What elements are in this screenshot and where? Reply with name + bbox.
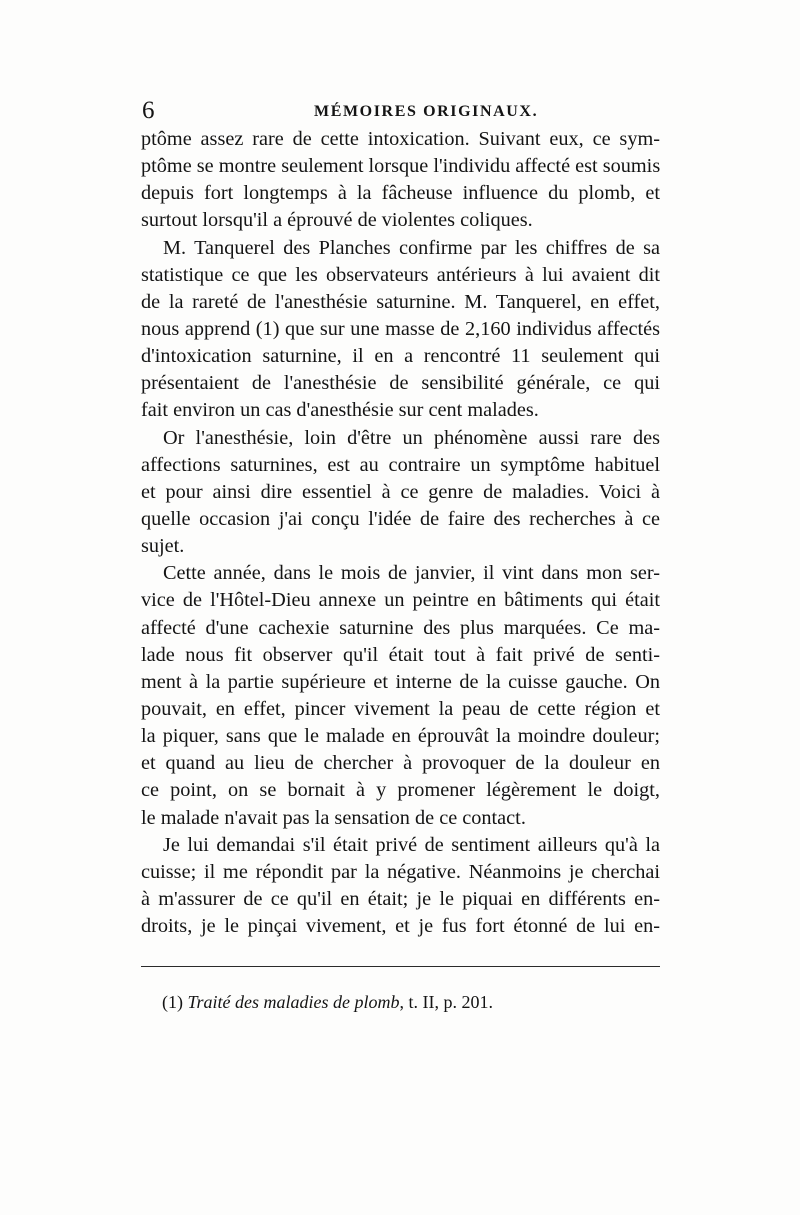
footnote-marker: (1) [162,992,183,1012]
text-line: fait environ un cas d'anesthésie sur cent malades. [141,399,539,422]
text-line: à m'assurer de ce qu'il en était; je le piquai en différents en- [141,887,660,910]
text-line: et pour ainsi dire essentiel à ce genre de maladies. Voici à [141,480,660,503]
text-line: Je lui demandai s'il était privé de sentiment ailleurs qu'à la [163,833,660,856]
text-line: la piquer, sans que le malade en éprouvât la moindre douleur; [141,725,660,748]
text-line: depuis fort longtemps à la fâcheuse influence du plomb, et [141,182,660,205]
text-line: surtout lorsqu'il a éprouvé de violentes coliques. [141,209,533,232]
text-line: Cette année, dans le mois de janvier, il vint dans mon ser- [163,562,660,585]
text-line: d'intoxication saturnine, il en a rencontré 11 seulement qui [141,345,660,368]
text-line: cuisse; il me répondit par la négative. Néanmoins je cherchai [141,860,660,883]
text-line: ment à la partie supérieure et interne de la cuisse gauche. On [141,670,660,693]
text-line: pouvait, en effet, pincer vivement la peau de cette région et [141,697,660,720]
text-line: vice de l'Hôtel-Dieu annexe un peintre en bâtiments qui était [141,589,660,612]
text-line: présentaient de l'anesthésie de sensibilité générale, ce qui [141,372,660,395]
text-line: M. Tanquerel des Planches confirme par les chiffres de sa [163,236,660,259]
text-line: le malade n'avait pas la sensation de ce contact. [141,806,526,829]
text-line: droits, je le pinçai vivement, et je fus fort étonné de lui en- [141,915,660,938]
text-line: lade nous fit observer qu'il était tout à fait privé de senti- [141,643,660,666]
text-line: statistique ce que les observateurs antérieurs à lui avaient dit [141,263,660,286]
page-number: 6 [142,97,155,124]
footnote-title: Traité des maladies de plomb [187,992,400,1012]
text-line: ptôme se montre seulement lorsque l'individu affecté est soumis [141,155,661,178]
footnote-reference: , t. II, p. 201. [399,992,493,1012]
text-line: ce point, on se bornait à y promener légèrement le doigt, [141,779,660,802]
text-line: affections saturnines, est au contraire un symptôme habituel [141,453,660,476]
text-line: ptôme assez rare de cette intoxication. Suivant eux, ce sym- [141,128,660,150]
page-header [142,97,662,125]
text-line: sujet. [141,535,185,558]
text-line: et quand au lieu de chercher à provoquer de la douleur en [141,752,660,775]
text-line: nous apprend (1) que sur une masse de 2,160 individus affectés [141,317,660,340]
running-head: MÉMOIRES ORIGINAUX. [314,103,539,120]
footnote-rule [141,966,660,967]
text-line: quelle occasion j'ai conçu l'idée de faire des recherches à ce [141,507,660,530]
footnote [162,990,493,1014]
body-text [141,126,660,940]
text-line: Or l'anesthésie, loin d'être un phénomène aussi rare des [163,426,660,449]
text-line: de la rareté de l'anesthésie saturnine. M. Tanquerel, en effet, [141,290,660,313]
text-line: affecté d'une cachexie saturnine des plus marquées. Ce ma- [141,616,660,639]
